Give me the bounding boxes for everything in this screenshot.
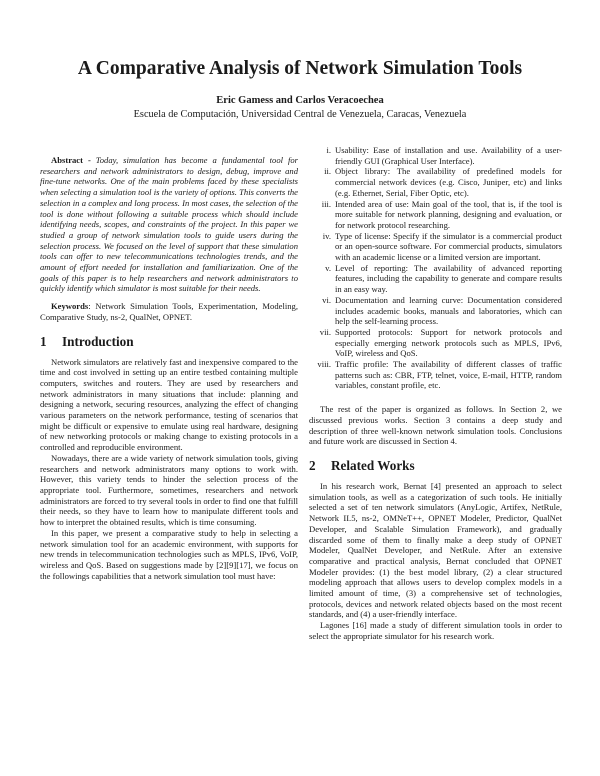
list-numeral: iv. [322, 230, 331, 241]
list-numeral: iii. [321, 198, 331, 209]
related-paragraph-1: In his research work, Bernat [4] presented an approach to select simulation tools, as well as a categorization of such tools. He initially selected a set of ten network simulators (AnyLogic, Artifex, NetRule, Network II.5, ns-2, OMNeT++, OPNET Modeler, Predictor, QualNet Developer, and Scalable Simulation Framework), and gradually discarded some of them to finally make a deep study of OPNET Modeler, QualNet Developer, and NetRule. After an extensive comparative and practical analysis, Bernat concluded that OPNET Modeler provides: (1) the best model library, (2) a clear structured modeling approach that allows users to develop complex models in a limited amount of time, (3) a comprehensive set of technologies, protocols, devices and network related objects based on the most recent standards, and (4) a user-friendly interface. [309, 480, 562, 620]
abstract [40, 155, 298, 294]
intro-paragraph-2: Nowadays, there are a wide variety of network simulation tools, giving researchers and network administrators many options to work with. However, this variety tends to hinder the selection process of the appropriate tool. Furthermore, sometimes, researchers and network administrators are forced to try several tools in order to find one that fulfill their needs, so they have to learn how to manipulate different tools and how to interpret the obtained results, which is time consuming. [40, 452, 298, 528]
right-column [309, 145, 562, 642]
section-title: Introduction [62, 333, 134, 349]
list-text: Traffic profile: The availability of different classes of traffic patterns such as: CBR, FTP, telnet, voice, E-mail, HTTP, random variables, constant profile, etc. [335, 359, 562, 391]
abstract-text: Today, simulation has become a fundamental tool for researchers and network administrators to design, debug, improve and fine-tune networks. One of the main problems faced by these specialists when selecting a simulation tool is the variety of options. This converts the selection in a complex and long process. In most cases, the selection of the tool is done without following a suitable process which should include identifying needs, scopes, and constraints of the project. In this paper we studied a group of network simulation tools to guide users during the selection process. We focused on the level of support that these simulation tools can offer to new telecommunications technologies trends, and the amount of effort needed for installation and familiarization. One of the goals of this paper is to help researchers and network administrators to quickly identify which simulator is most suitable for their needs. [40, 155, 298, 294]
keywords-label: Keywords [51, 301, 89, 312]
list-item [309, 359, 562, 391]
list-numeral: ii. [324, 166, 331, 177]
list-text: Intended area of use: Main goal of the tool, that is, if the tool is more suitable for network planning, designing and evaluation, or for network protocol researching. [335, 198, 562, 230]
list-text: Object library: The availability of predefined models for commercial network devices (e.g. Cisco, Juniper, etc) and links (e.g. Ethernet, Serial, Fiber Optic, etc). [335, 166, 562, 198]
list-item [309, 145, 562, 166]
paper-affiliation: Escuela de Computación, Universidad Central de Venezuela, Caracas, Venezuela [133, 109, 467, 120]
section-number: 1 [40, 333, 47, 349]
intro-paragraph-3: In this paper, we present a comparative study to help in selecting a network simulation tool for an academic environment, with supports for new trends in telecommunication technologies such as MPLS, IPv6, VoIP, wireless and QoS. Based on suggestions made by [2][9][17], we focus on the followings capabilities that a network simulation tool must have: [40, 527, 298, 581]
list-text: Usability: Ease of installation and use. Availability of a user-friendly GUI (Graphical User Interface). [335, 145, 562, 166]
list-item [309, 199, 562, 231]
keywords-text: : Network Simulation Tools, Experimentation, Modeling, Comparative Study, ns-2, QualNet, OPNET. [40, 301, 298, 322]
list-item [309, 231, 562, 263]
left-column [40, 155, 298, 581]
related-paragraph-2: Lagones [16] made a study of different simulation tools in order to select the appropriate simulator for his research work. [309, 620, 562, 641]
list-item [309, 166, 562, 198]
list-item [309, 295, 562, 327]
list-text: Supported protocols: Support for network protocols and especially emerging network protocols such as MPLS, IPv6, VoIP, wireless and QoS. [335, 326, 562, 359]
paper-authors: Eric Gamess and Carlos Veracoechea [216, 95, 384, 106]
capabilities-list [309, 145, 562, 391]
list-numeral: v. [325, 262, 331, 273]
abstract-label: Abstract - [51, 155, 96, 165]
section-title: Related Works [331, 457, 415, 473]
list-item [309, 263, 562, 295]
keywords [40, 301, 298, 322]
list-numeral: i. [326, 145, 331, 155]
outline-paragraph: The rest of the paper is organized as follows. In Section 2, we discussed previous works. Section 3 contains a deep study and description of three well-known network simulation tools. Conclusions and future work are discussed in Section 4. [309, 404, 562, 447]
section-heading-introduction [40, 334, 298, 349]
section-heading-related-works [309, 458, 562, 473]
list-text: Type of license: Specify if the simulator is a commercial product or an open-source software. For commercial products, simulators with an academic license or a limited version are important. [335, 230, 562, 263]
section-number: 2 [309, 457, 316, 473]
list-numeral: viii. [317, 359, 331, 370]
list-item [309, 327, 562, 359]
list-text: Documentation and learning curve: Documentation considered includes academic books, manuals and laboratories, which can help the self-learning process. [335, 294, 562, 327]
intro-paragraph-1: Network simulators are relatively fast and inexpensive compared to the time and cost involved in setting up an entire testbed containing multiple computers, switches and routers. They are used by researchers and network administrators in many situations that include: planning and designing a network, securing resources, analyzing the effect of changing various parameters on the network performance, testing of scenarios that might be difficult or expensive to emulate using real hardware, designing of new networking protocols or making change to existing protocols in a controlled and reproducible environment. [40, 356, 298, 453]
paper-title: A Comparative Analysis of Network Simulation Tools [77, 58, 523, 79]
list-text: Level of reporting: The availability of advanced reporting features, including the capability to generate and compare results in an easy way. [335, 262, 562, 295]
list-numeral: vi. [322, 294, 331, 305]
list-numeral: vii. [319, 326, 331, 337]
